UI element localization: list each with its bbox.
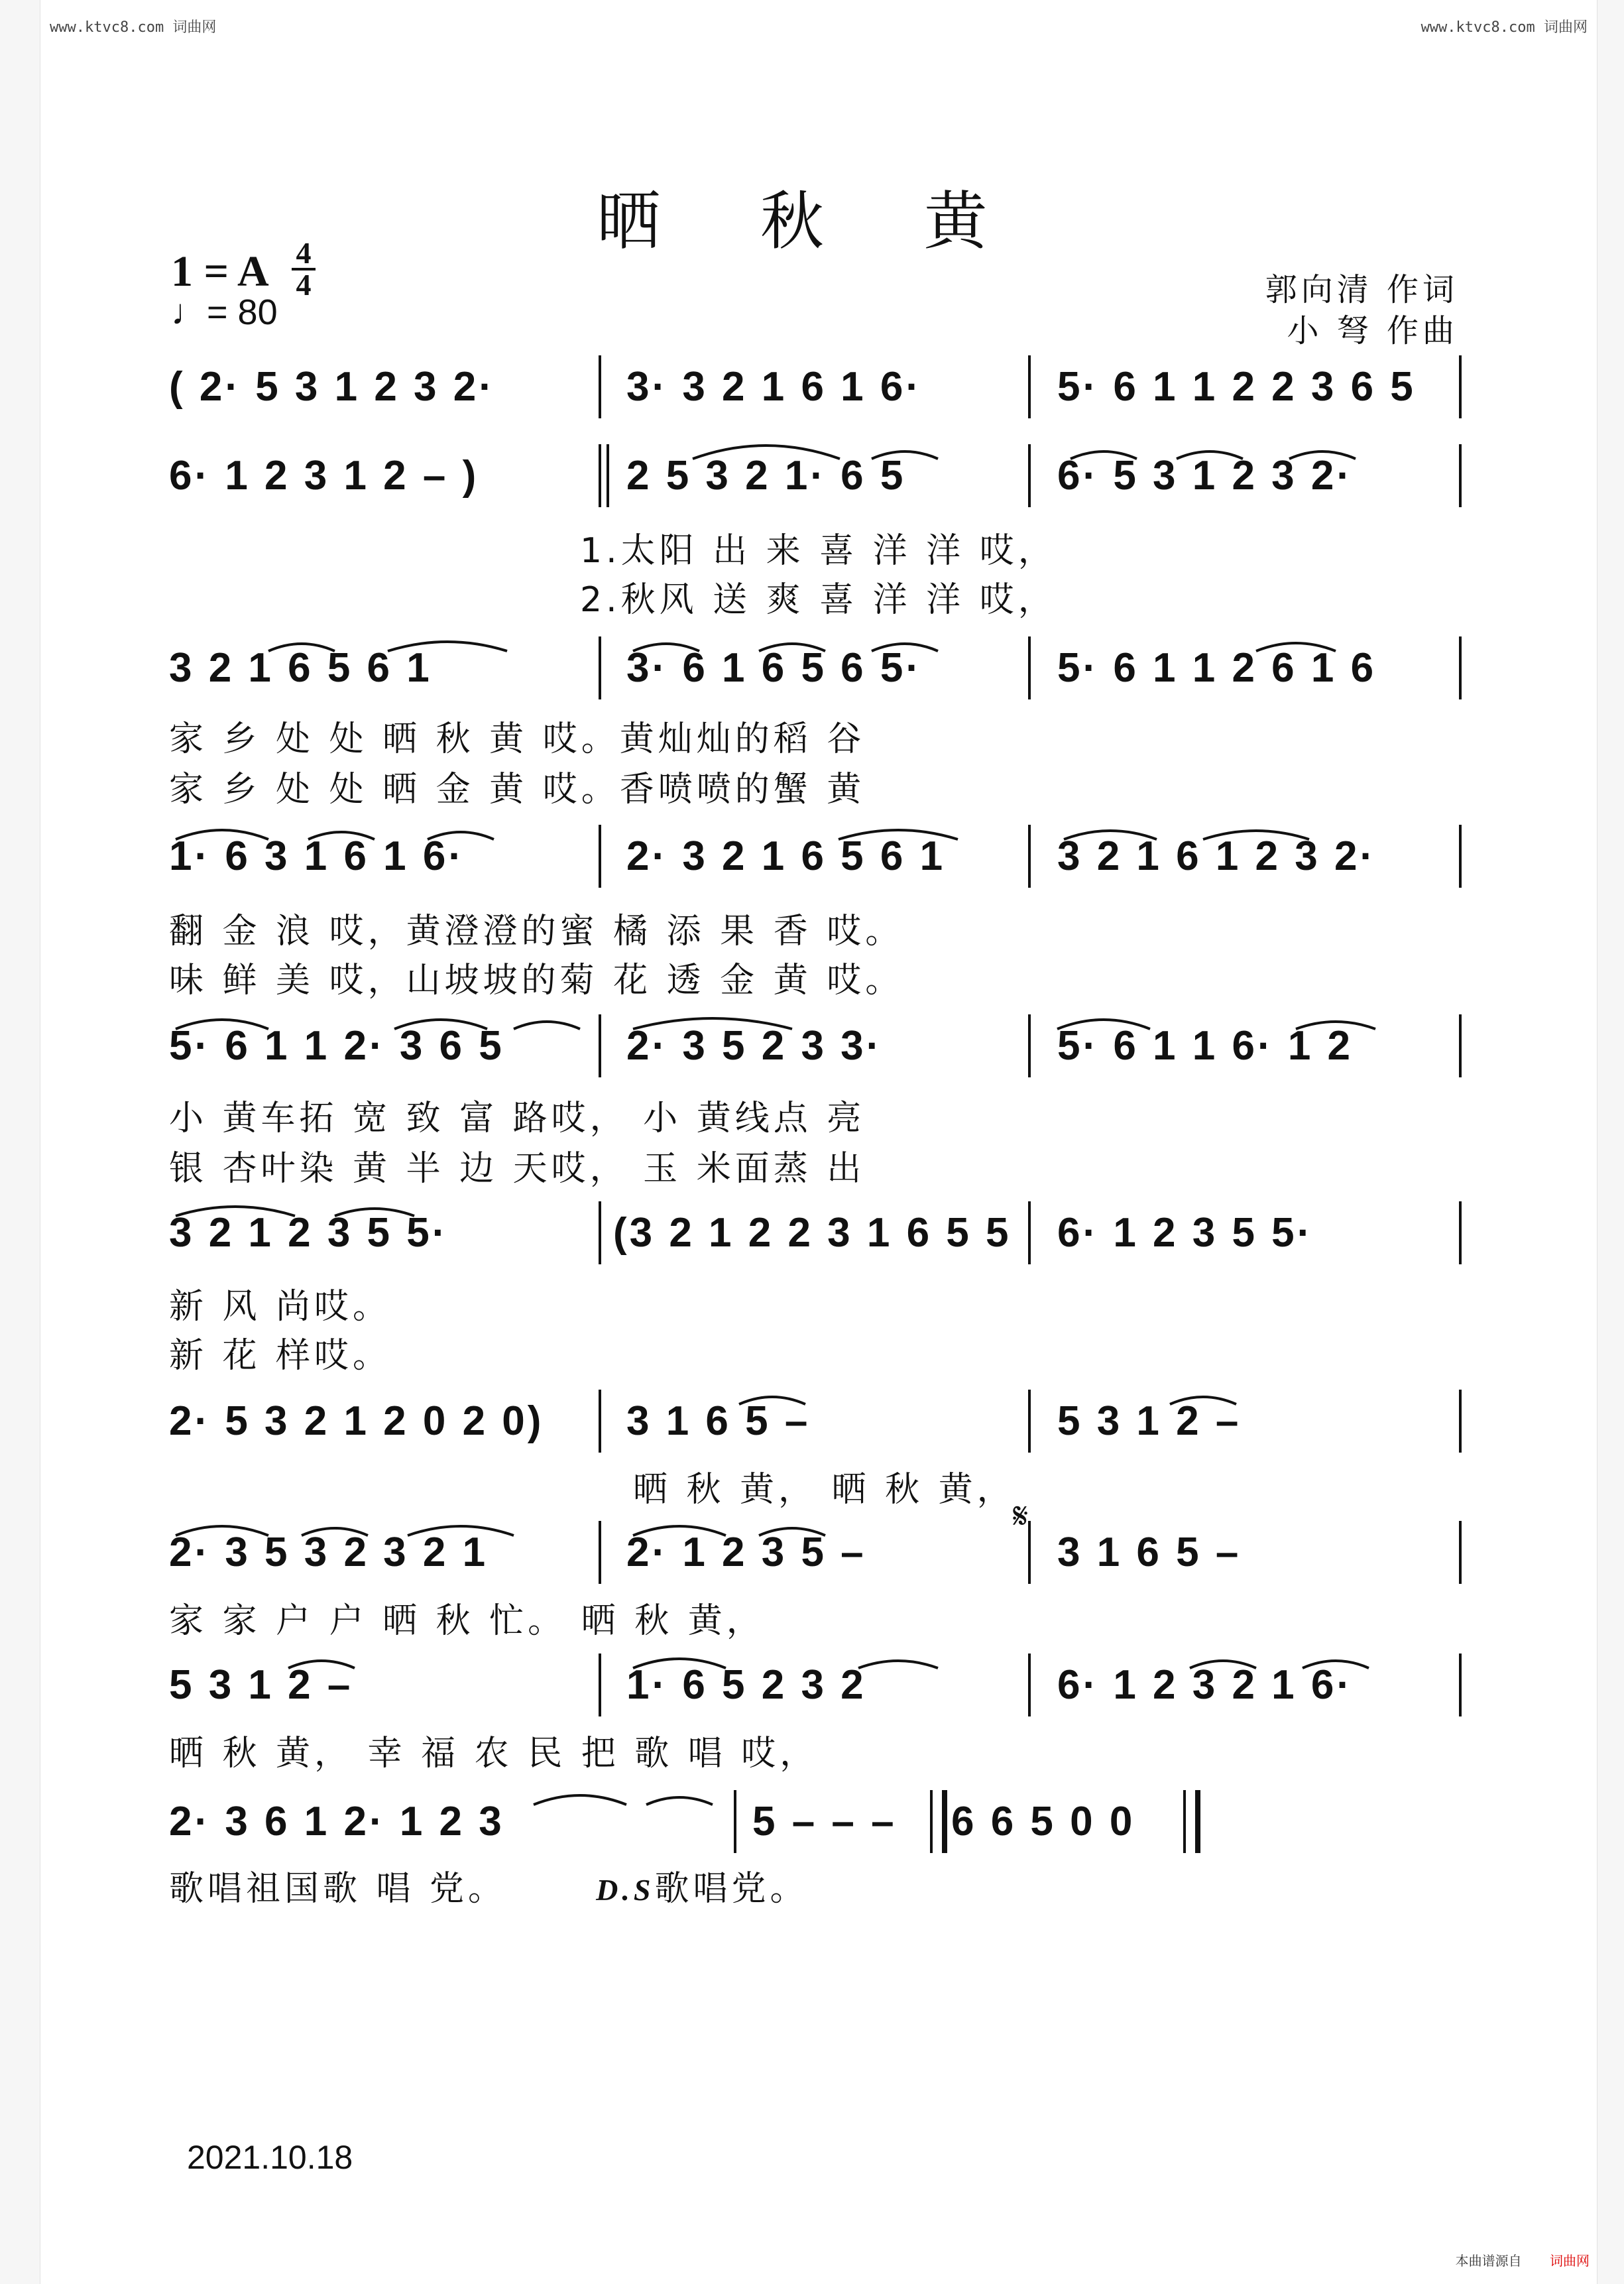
barline (1459, 355, 1462, 418)
measure: 6· 1 2 3 2 1 6· (1057, 1662, 1354, 1708)
footer-attribution (1456, 2250, 1590, 2269)
measure: ( 2· 5 3 1 2 3 2· (169, 364, 495, 410)
measure: 2· 3 6 1 2· 1 2 3 (169, 1799, 504, 1844)
lyric-ending-text: 歌唱祖国歌 唱 党。 (169, 1869, 507, 1909)
lyric-line-verse2: 2.秋风 送 爽 喜 洋 洋 哎， (580, 580, 1057, 620)
footer-site-name: 词曲网 (1550, 2253, 1590, 2269)
measure: 5· 6 1 1 2 6 1 6 (1057, 645, 1377, 691)
lyric-line-verse1: 小 黄车拓 宽 致 富 路哎， 小 黄线点 亮 (169, 1099, 866, 1138)
measure: 6· 1 2 3 5 5· (1057, 1210, 1314, 1256)
barline (1459, 1521, 1462, 1584)
barline (1459, 444, 1462, 507)
measure: 2· 1 2 3 5 – (626, 1530, 866, 1575)
composer-credit: 小 弩 作曲 (1287, 312, 1458, 349)
measure: 2· 3 5 2 3 3· (626, 1023, 883, 1069)
measure: 2· 3 2 1 6 5 6 1 (626, 833, 946, 879)
tempo-marking: ♩= 80 (171, 292, 278, 332)
barline (1459, 1201, 1462, 1264)
barline (599, 444, 601, 507)
measure: 5· 6 1 1 2· 3 6 5 (169, 1023, 504, 1069)
dal-segno-lyric: 歌唱党。 (654, 1869, 809, 1909)
repeat-end-barline (930, 1790, 947, 1853)
measure: 2· 5 3 2 1 2 0 2 0) (169, 1398, 544, 1444)
barline (1028, 1521, 1031, 1584)
lyric-line-verse1: 新 风 尚哎。 (169, 1287, 392, 1327)
measure: 3· 3 2 1 6 1 6· (626, 364, 923, 410)
score-system-4 (169, 825, 1462, 898)
barline (1028, 636, 1031, 699)
site-watermark-left: www.ktvc8.com 词曲网 (50, 19, 217, 36)
measure: 5· 6 1 1 6· 1 2 (1057, 1023, 1354, 1069)
measure: 1· 6 3 1 6 1 6· (169, 833, 465, 879)
score-system-3 (169, 636, 1462, 709)
score-system-5 (169, 1014, 1462, 1087)
measure: 3 2 1 6 1 2 3 2· (1057, 833, 1377, 879)
lyric-line-chorus: 家 家 户 户 晒 秋 忙。 晒 秋 黄， (169, 1601, 765, 1641)
score-date: 2021.10.18 (187, 2139, 353, 2176)
measure: (3 2 1 2 2 3 1 6 5 5 (613, 1210, 1012, 1256)
measure: 3· 6 1 6 5 6 5· (626, 645, 923, 691)
barline (1028, 1014, 1031, 1077)
measure: 6 6 5 0 0 (951, 1799, 1135, 1844)
barline (607, 444, 609, 507)
lyric-line-verse1: 家 乡 处 处 晒 秋 黄 哎。黄灿灿的稻 谷 (169, 719, 866, 759)
final-barline (1183, 1790, 1200, 1853)
measure: 6· 5 3 1 2 3 2· (1057, 453, 1354, 499)
score-system-9 (169, 1653, 1462, 1726)
footer-source-label: 本曲谱源自 (1455, 2253, 1522, 2269)
barline (599, 636, 601, 699)
measure: 5 3 1 2 – (169, 1662, 353, 1708)
barline (1028, 825, 1031, 888)
lyricist-credit: 郭向清 作词 (1265, 271, 1458, 308)
barline (1028, 444, 1031, 507)
measure: 2 5 3 2 1· 6 5 (626, 453, 906, 499)
barline (1459, 1653, 1462, 1716)
barline (1459, 1390, 1462, 1453)
time-signature-bottom: 4 (296, 268, 312, 302)
barline (1028, 1201, 1031, 1264)
barline (734, 1790, 736, 1853)
site-watermark-right: www.ktvc8.com 词曲网 (1421, 19, 1588, 36)
dal-segno-mark: D.S (596, 1873, 655, 1907)
barline (599, 1653, 601, 1716)
barline (1459, 825, 1462, 888)
lyric-line-verse1: 翻 金 浪 哎，黄澄澄的蜜 橘 添 果 香 哎。 (169, 912, 904, 951)
key-signature: 1 = A (171, 247, 269, 296)
barline (1459, 636, 1462, 699)
measure: 1· 6 5 2 3 2 (626, 1662, 866, 1708)
page-right-margin (1597, 0, 1624, 2284)
score-system-1 (169, 355, 1462, 428)
barline (599, 825, 601, 888)
lyric-line-verse2: 银 杏叶染 黄 半 边 天哎， 玉 米面蒸 出 (169, 1149, 866, 1189)
score-system-2 (169, 444, 1462, 517)
segno-sign: 𝄋 (1013, 1495, 1029, 1537)
measure: 3 2 1 2 3 5 5· (169, 1210, 449, 1256)
lyric-line-chorus: 晒 秋 黄， 晒 秋 黄， (633, 1470, 1015, 1510)
barline (599, 1014, 601, 1077)
barline (1459, 1014, 1462, 1077)
barline (599, 1201, 601, 1264)
time-signature-top: 4 (296, 236, 312, 270)
lyric-line-verse2: 家 乡 处 处 晒 金 黄 哎。香喷喷的蟹 黄 (169, 770, 866, 810)
lyric-line-verse2: 新 花 样哎。 (169, 1336, 392, 1376)
barline (1028, 1653, 1031, 1716)
measure: 5· 6 1 1 2 2 3 6 5 (1057, 364, 1416, 410)
measure: 3 1 6 5 – (1057, 1530, 1242, 1575)
barline (1028, 355, 1031, 418)
barline (599, 355, 601, 418)
lyric-line-verse1: 1.太阳 出 来 喜 洋 洋 哎， (580, 531, 1057, 571)
lyric-line-ending (169, 1860, 1462, 1910)
measure: 6· 1 2 3 1 2 – ) (169, 453, 479, 499)
measure: 3 2 1 6 5 6 1 (169, 645, 432, 691)
barline (599, 1521, 601, 1584)
score-system-6 (169, 1201, 1462, 1274)
page-left-margin (0, 0, 40, 2284)
score-system-10 (169, 1790, 1462, 1863)
measure: 5 – – – (752, 1799, 897, 1844)
score-system-7 (169, 1390, 1462, 1463)
measure: 5 3 1 2 – (1057, 1398, 1242, 1444)
lyric-line-chorus: 晒 秋 黄， 幸 福 农 民 把 歌 唱 哎， (169, 1734, 819, 1773)
song-title: 晒 秋 黄 (597, 184, 1027, 259)
time-signature (290, 236, 317, 302)
measure: 3 1 6 5 – (626, 1398, 811, 1444)
barline (599, 1390, 601, 1453)
barline (1028, 1390, 1031, 1453)
score-system-8 (169, 1521, 1462, 1594)
lyric-line-verse2: 味 鲜 美 哎，山坡坡的菊 花 透 金 黄 哎。 (169, 961, 904, 1000)
measure: 2· 3 5 3 2 3 2 1 (169, 1530, 489, 1575)
